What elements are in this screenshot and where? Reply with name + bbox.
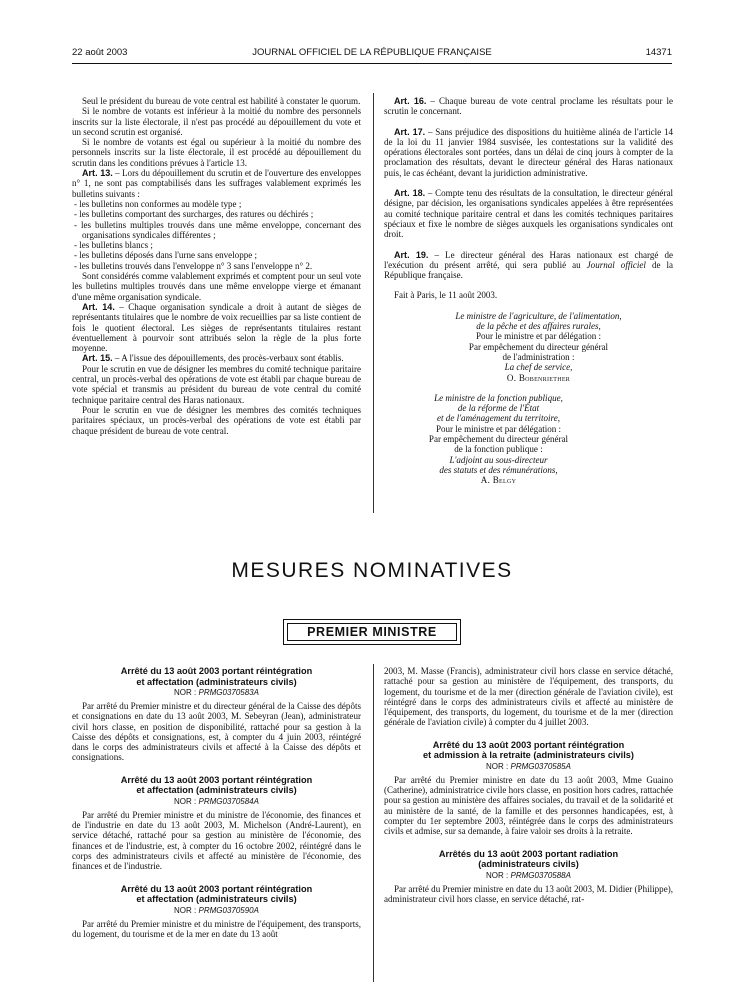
decree-text: Par arrêté du Premier ministre et du ministre de l'économie, des finances et de l'industrie en date du 13 août 2003, M. Michelson (André-Laurent), en service détaché, rattaché pour sa gestion au ministère de l'économie, des finances et de l'industrie, est, à compter du 16 octobre 2002, réintégré dans le corps des administrateurs civils et affecté au ministère de l'économie, des finances et de l'industrie. (72, 809, 361, 872)
signature-line: et de l'aménagement du territoire, (437, 413, 560, 424)
signature-line: Pour le ministre et par délégation : (435, 423, 562, 434)
header-title: JOURNAL OFFICIEL DE LA RÉPUBLIQUE FRANÇAISE (252, 47, 492, 58)
signatory-name: O. Bobenriether (506, 372, 571, 383)
list-item: - les bulletins multiples trouvés dans une même enveloppe, concernant des organisations syndicales différentes ; (72, 220, 361, 241)
decree-title: et affectation (administrateurs civils) (136, 676, 297, 687)
column-right-bottom (384, 666, 673, 904)
article-15 (72, 353, 361, 363)
nor-reference: NOR : PRMG0370585A (486, 761, 571, 771)
column-divider (373, 664, 374, 982)
article-19 (384, 250, 673, 281)
list-item: - les bulletins non conformes au modèle type ; (72, 199, 361, 209)
nor-reference: NOR : PRMG0370583A (174, 688, 259, 697)
column-left-top (72, 96, 361, 436)
article-text: – Chaque organisation syndicale a droit à autant de sièges de représentants titulaires que le nombre de voix recueillies par sa liste contient de fois le quotient électoral. Les sièges de représentants titulaires restant éventuellement à pourvoir sont attribués selon la règle de la plus forte moyenne. (72, 301, 362, 354)
article-label: Art. 17. (394, 126, 426, 137)
article-17 (384, 127, 673, 178)
decree-title: et affectation (administrateurs civils) (136, 785, 297, 796)
column-right-top (384, 96, 673, 486)
header-date: 22 août 2003 (72, 47, 128, 58)
bullet-list (72, 199, 361, 271)
signatory-name: A. Belgy (480, 475, 517, 486)
article-text: de la République française. (384, 259, 674, 281)
signing-place-date: Fait à Paris, le 11 août 2003. (394, 290, 498, 301)
header-rule (72, 63, 672, 64)
signature-block-agriculture (404, 311, 673, 383)
signature-line: des statuts et des rémunérations, (439, 464, 558, 475)
article-18 (384, 188, 673, 239)
article-label: Art. 14. (82, 301, 115, 312)
signature-line: de l'administration : (502, 351, 575, 362)
article-label: Art. 18. (394, 188, 426, 199)
decree-title: Arrêté du 13 août 2003 portant réintégration (120, 774, 313, 785)
list-item: - les bulletins blancs ; (72, 240, 361, 250)
paragraph: Sont considérés comme valablement exprimés et comptent pour un seul vote les bulletins multiples trouvés dans une même enveloppe vierge et émanant d'une même organisation syndicale. (72, 271, 361, 302)
column-left-bottom (72, 666, 361, 939)
signature-line: Pour le ministre et par délégation : (475, 331, 602, 342)
article-text: – Sans préjudice des dispositions du huitième alinéa de l'article 14 de la loi du 11 janvier 1984 susvisée, les contestations sur la validité des opérations électorales sont portées, dans un délai de cinq jours à compter de la proclamation des résultats, devant le directeur général des Haras nationaux puis, le cas échéant, devant la juridiction administrative. (384, 126, 674, 178)
article-text: – Le directeur général des Haras nationaux est chargé de l'exécution du présent arrêté, qui sera publié au (384, 249, 674, 270)
decree-title: Arrêté du 13 août 2003 portant réintégration (120, 883, 313, 894)
article-text: – Lors du dépouillement du scrutin et de l'ouverture des enveloppes n° 1, ne sont pas comptabilisés dans les suffrages valablement exprimés les bulletins suivants : (72, 168, 362, 199)
decree-text: Par arrêté du Premier ministre en date du 13 août 2003, Mme Guaino (Catherine), administratrice civile hors classe, en position hors cadres, rattachée pour sa gestion au ministère des affaires sociales, du travail et de la solidarité et au ministère de la santé, de la famille et des personnes handicapées, est, à compter du 1er septembre 2003, réintégrée dans le corps des administrateurs civils et admise, sur sa demande, à faire valoir ses droits à la retraite. (384, 774, 673, 837)
decree-text: Par arrêté du Premier ministre en date du 13 août 2003, M. Didier (Philippe), administrateur civil hors classe, en service détaché, rat- (384, 883, 673, 904)
article-text: – Compte tenu des résultats de la consultation, le directeur général désigne, par décision, les organisations syndicales appelées à être représentées au comité technique paritaire central et dans les comités techniques paritaires spéciaux et fixe le nombre de sièges auxquels les organisations syndicales ont droit. (384, 188, 673, 240)
signature-line: de la pêche et des affaires rurales, (476, 321, 601, 332)
column-divider (373, 93, 374, 513)
article-13 (72, 168, 361, 199)
article-label: Art. 15. (82, 353, 113, 364)
article-text: – Chaque bureau de vote central proclame les résultats pour le scrutin le concernant. (384, 96, 674, 117)
paragraph: Si le nombre de votants est inférieur à la moitié du nombre des personnels inscrits sur la liste électorale, il n'est pas procédé au dépouillement du vote et un second scrutin est organisé. (72, 106, 361, 137)
signature-line: Par empêchement du directeur général (468, 341, 609, 352)
paragraph: Pour le scrutin en vue de désigner les membres des comités techniques paritaires spéciaux, un procès-verbal des opérations de vote est établi par chaque président de bureau de vote central. (72, 404, 361, 436)
signature-line: La chef de service, (504, 362, 573, 373)
section-title: MESURES NOMINATIVES (231, 559, 513, 582)
article-label: Art. 16. (394, 96, 427, 106)
decree-title: et admission à la retraite (administrateurs civils) (423, 750, 634, 761)
decree-text: 2003, M. Masse (Francis), administrateur civil hors classe en service détaché, rattaché pour sa gestion au ministère de l'équipement, des transports, du logement, du tourisme et de la mer (direction générale de l'aviation civile), est réintégré dans le corps des administrateurs civils et affecté au ministère de l'équipement, des transports, du logement, du tourisme et de la mer (direction générale de l'aviation civile) à compter du 4 juillet 2003. (384, 666, 673, 728)
decree-title: Arrêtés du 13 août 2003 portant radiation (438, 848, 619, 859)
decree-title: Arrêté du 13 août 2003 portant réintégration (432, 739, 625, 750)
signature-block-fonction-publique (384, 393, 613, 486)
signature-line: de la réforme de l'État (457, 403, 540, 414)
list-item: - les bulletins comportant des surcharges, des ratures ou déchirés ; (72, 209, 361, 219)
signature-line: L'adjoint au sous-directeur (449, 454, 548, 465)
decree-title: Arrêté du 13 août 2003 portant réintégration (120, 666, 313, 676)
paragraph: Si le nombre de votants est égal ou supérieur à la moitié du nombre des personnels inscrits sur la liste électorale, il est procédé au dépouillement du scrutin dans les conditions prévues à l'article 13. (72, 137, 361, 168)
decree-title: (administrateurs civils) (478, 859, 579, 870)
paragraph: Seul le président du bureau de vote central est habilité à constater le quorum. (82, 96, 361, 106)
paragraph: Pour le scrutin en vue de désigner les membres du comité technique paritaire central, un procès-verbal des opérations de vote est établi par chaque bureau de vote spécial et transmis au président du bureau de vote central du comité technique paritaire central des Haras nationaux. (72, 363, 361, 405)
ministry-heading: PREMIER MINISTRE (287, 623, 457, 641)
signature-line: Le ministre de l'agriculture, de l'alimentation, (455, 310, 622, 321)
signature-line: Par empêchement du directeur général (428, 434, 569, 445)
signature-line: Le ministre de la fonction publique, (434, 392, 563, 403)
decree-text: Par arrêté du Premier ministre et du ministre de l'équipement, des transports, du logement, du tourisme et de la mer en date du 13 août (72, 918, 361, 939)
article-text: – A l'issue des dépouillements, des procès-verbaux sont établis. (112, 353, 344, 364)
article-16 (384, 96, 673, 117)
list-item: - les bulletins déposés dans l'urne sans enveloppe ; (72, 250, 361, 260)
nor-reference: NOR : PRMG0370590A (174, 905, 259, 915)
signature-line: de la fonction publique : (454, 444, 543, 455)
nor-reference: NOR : PRMG0370588A (486, 870, 571, 880)
running-head (72, 47, 672, 61)
article-label: Art. 19. (394, 249, 429, 260)
ministry-heading-box (283, 619, 461, 645)
journal-name: Journal officiel (586, 259, 646, 270)
list-item: - les bulletins trouvés dans l'enveloppe n° 3 sans l'enveloppe n° 2. (72, 261, 361, 271)
decree-text: Par arrêté du Premier ministre et du directeur général de la Caisse des dépôts et consignations en date du 13 août 2003, M. Sebeyran (Jean), administrateur civil hors classe, en position de disponibilité, rattaché pour sa gestion à la Caisse des dépôts et consignations, est, à compter du 4 juin 2003, réintégré dans le corps des administrateurs civils et affecté à la Caisse des dépôts et consignations. (72, 701, 361, 763)
decree-title: et affectation (administrateurs civils) (136, 894, 297, 905)
article-14 (72, 302, 361, 353)
header-page-number: 14371 (645, 47, 672, 58)
article-label: Art. 13. (82, 168, 113, 179)
nor-reference: NOR : PRMG0370584A (174, 796, 259, 806)
